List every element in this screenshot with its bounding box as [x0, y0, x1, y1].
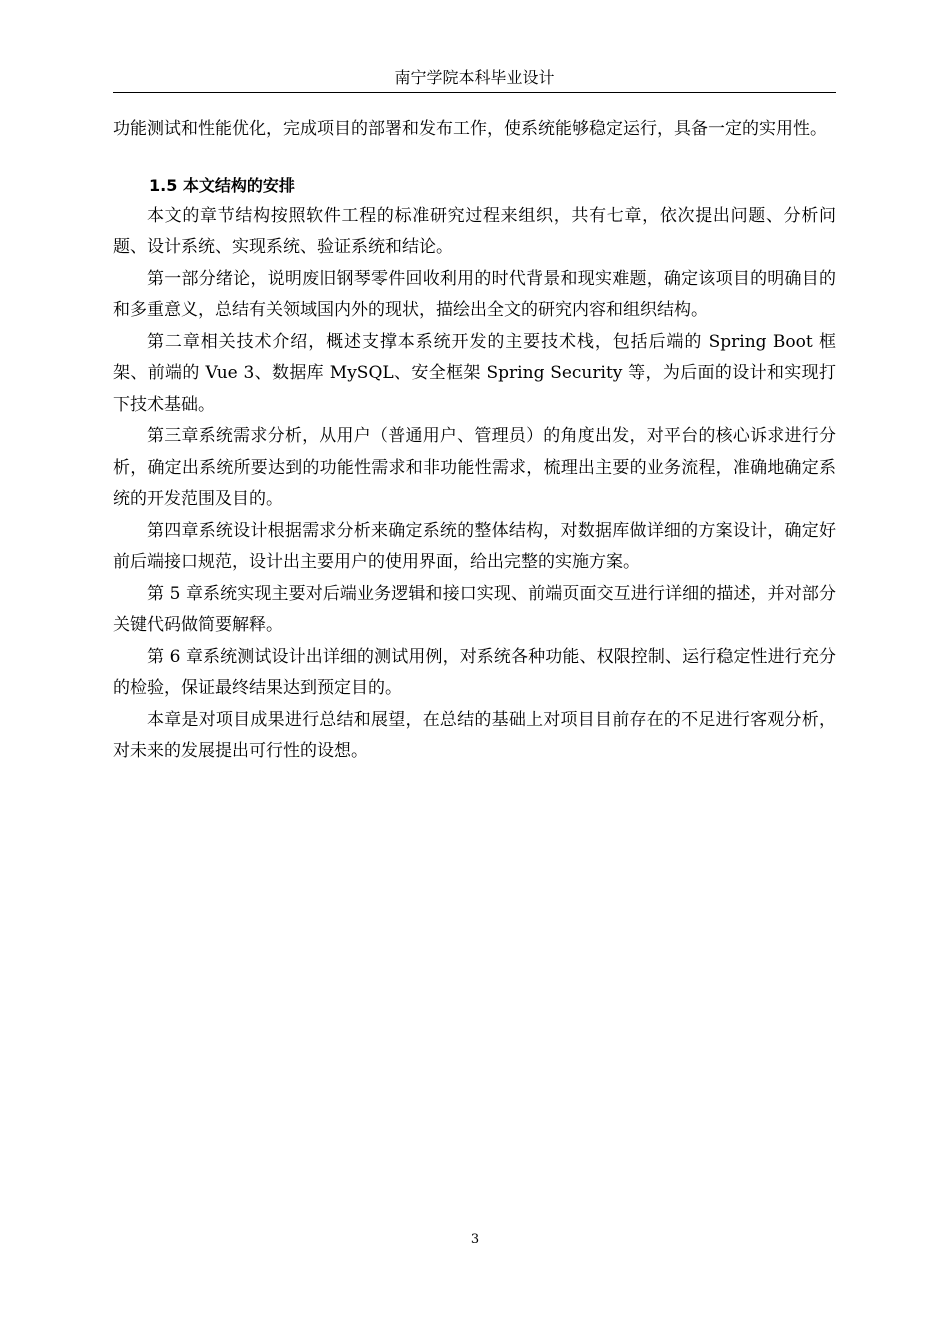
paragraph-chapter-2: 第二章相关技术介绍，概述支撑本系统开发的主要技术栈，包括后端的 Spring Boot 框架、前端的 Vue 3、数据库 MySQL、安全框架 Spring Security 等，为后面的设计和实现打下技术基础。 — [113, 331, 836, 415]
header-title: 南宁学院本科毕业设计 — [394, 68, 555, 87]
page-number: 3 — [470, 1232, 480, 1247]
intro-paragraph: 功能测试和性能优化，完成项目的部署和发布工作，使系统能够稳定运行，具备一定的实用性。 — [113, 119, 827, 139]
paragraph-chapter-6: 第 6 章系统测试设计出详细的测试用例，对系统各种功能、权限控制、运行稳定性进行充分的检验，保证最终结果达到预定目的。 — [113, 646, 836, 698]
paragraph-structure-overview: 本文的章节结构按照软件工程的标准研究过程来组织，共有七章，依次提出问题、分析问题、设计系统、实现系统、验证系统和结论。 — [113, 205, 836, 257]
page-header — [113, 64, 836, 93]
section-heading: 1.5 本文结构的安排 — [149, 175, 295, 195]
paragraph-chapter-3: 第三章系统需求分析，从用户（普通用户、管理员）的角度出发，对平台的核心诉求进行分析，确定出系统所要达到的功能性需求和非功能性需求，梳理出主要的业务流程，准确地确定系统的开发范围及目的。 — [113, 426, 836, 509]
document-body — [113, 114, 836, 768]
paragraph-chapter-1: 第一部分绪论，说明废旧钢琴零件回收利用的时代背景和现实难题，确定该项目的明确目的和多重意义，总结有关领域国内外的现状，描绘出全文的研究内容和组织结构。 — [113, 268, 836, 320]
paragraph-chapter-4: 第四章系统设计根据需求分析来确定系统的整体结构，对数据库做详细的方案设计，确定好前后端接口规范，设计出主要用户的使用界面，给出完整的实施方案。 — [113, 520, 836, 572]
paragraph-chapter-5: 第 5 章系统实现主要对后端业务逻辑和接口实现、前端页面交互进行详细的描述，并对部分关键代码做简要解释。 — [113, 583, 836, 635]
paragraph-chapter-7: 本章是对项目成果进行总结和展望，在总结的基础上对项目目前存在的不足进行客观分析，对未来的发展提出可行性的设想。 — [113, 709, 836, 761]
